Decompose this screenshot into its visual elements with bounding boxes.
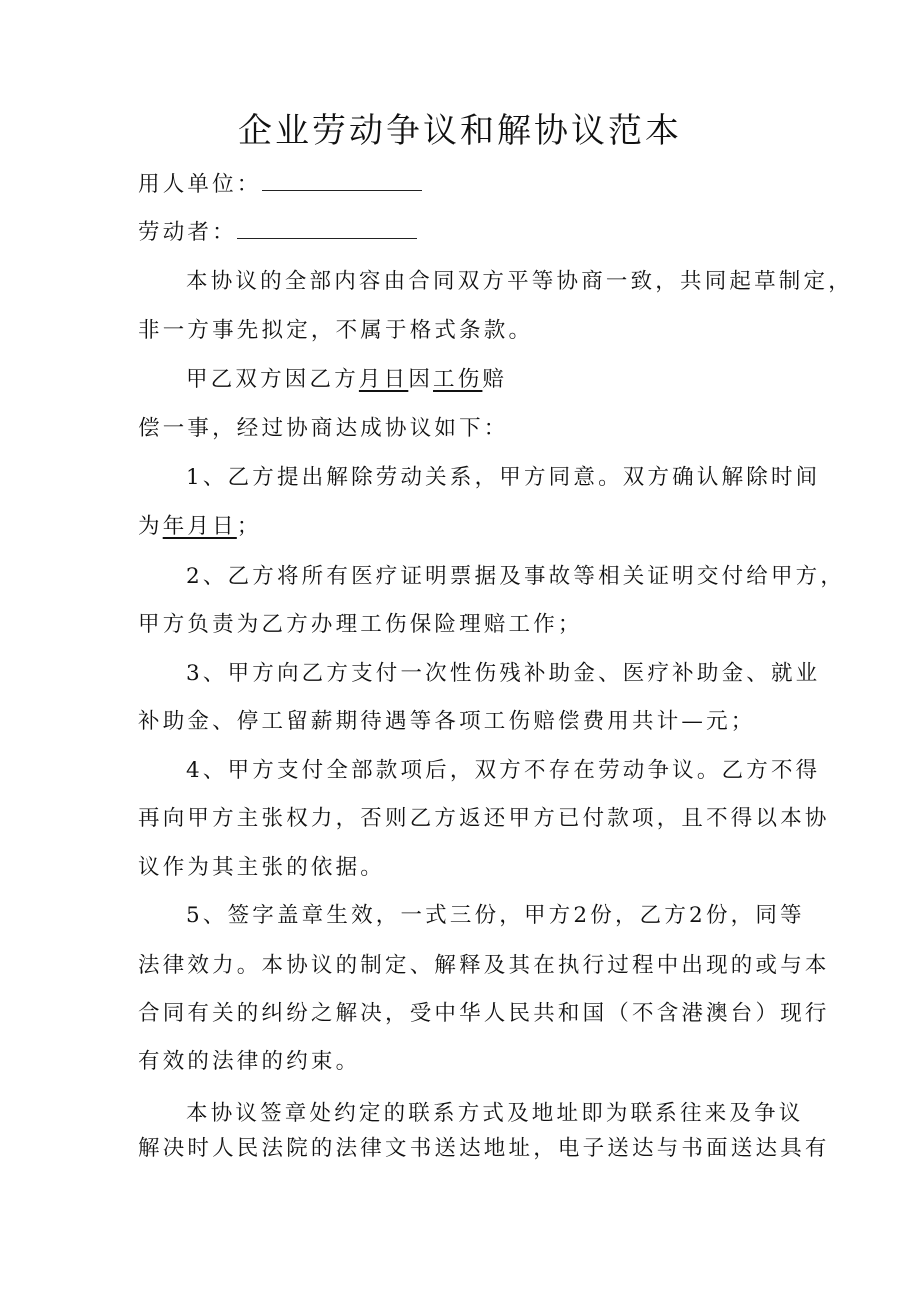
item1-pre: 为 xyxy=(138,514,163,539)
item1-line-1: 1、乙方提出解除劳动关系，甲方同意。双方确认解除时间 xyxy=(186,465,821,490)
worker-label: 劳动者： xyxy=(138,220,237,245)
item1-line-2 xyxy=(138,511,262,543)
item1-post: ； xyxy=(236,514,262,539)
cause-post: 赔 xyxy=(482,367,508,392)
item4-line-2: 再向甲方主张权力，否则乙方返还甲方已付款项，且不得以本协 xyxy=(138,806,830,831)
item4-line-3: 议作为其主张的依据。 xyxy=(138,855,386,880)
item1-date: 年月日 xyxy=(162,514,237,539)
cause-mid: 因 xyxy=(408,367,434,392)
cause-month-day: 月日 xyxy=(358,367,409,392)
worker-blank xyxy=(237,216,417,239)
item2-line-1: 2、乙方将所有医疗证明票据及事故等相关证明交付给甲方， xyxy=(186,564,846,589)
item5-line-1: 5、签字盖章生效，一式三份，甲方2份，乙方2份，同等 xyxy=(186,903,805,928)
item5-line-4: 有效的法律的约束。 xyxy=(138,1049,361,1074)
cause-injury: 工伤 xyxy=(433,367,483,392)
service-line-2: 解决时人民法院的法律文书送达地址，电子送达与书面送达具有 xyxy=(138,1136,830,1161)
employer-blank xyxy=(262,168,422,191)
item3-line-2: 补助金、停工留薪期待遇等各项工伤赔偿费用共计—元； xyxy=(138,709,756,734)
item3-line-1: 3、甲方向乙方支付一次性伤残补助金、医疗补助金、就业 xyxy=(186,661,821,686)
employer-label: 用人单位： xyxy=(138,172,262,197)
document-title: 企业劳动争议和解协议范本 xyxy=(238,111,682,151)
cause-line-2: 偿一事，经过协商达成协议如下： xyxy=(138,416,509,441)
intro-line-1: 本协议的全部内容由合同双方平等协商一致，共同起草制定， xyxy=(186,269,853,294)
service-line-1: 本协议签章处约定的联系方式及地址即为联系往来及争议 xyxy=(186,1101,804,1126)
item4-line-1: 4、甲方支付全部款项后，双方不存在劳动争议。乙方不得 xyxy=(186,758,821,783)
intro-line-2: 非一方事先拟定，不属于格式条款。 xyxy=(138,318,534,343)
employer-line xyxy=(138,168,422,201)
item5-line-3: 合同有关的纠纷之解决，受中华人民共和国（不含港澳台）现行 xyxy=(138,1001,830,1026)
cause-pre: 甲乙双方因乙方 xyxy=(186,367,359,392)
cause-line-1 xyxy=(186,364,507,396)
item5-line-2: 法律效力。本协议的制定、解释及其在执行过程中出现的或与本 xyxy=(138,953,830,978)
item2-line-2: 甲方负责为乙方办理工伤保险理赔工作； xyxy=(138,612,583,637)
worker-line xyxy=(138,216,417,249)
